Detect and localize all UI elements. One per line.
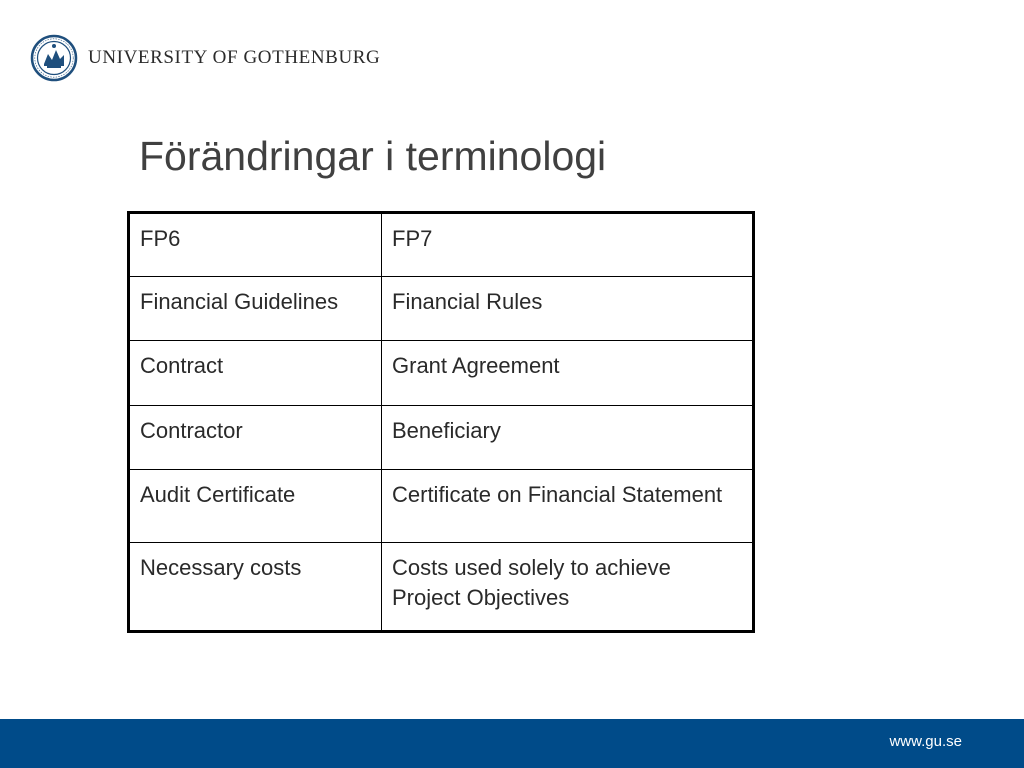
table-cell: Contract xyxy=(129,341,382,406)
university-header xyxy=(30,34,380,82)
slide-title: Förändringar i terminologi xyxy=(139,133,607,179)
table-row xyxy=(129,341,754,406)
table-row xyxy=(129,470,754,543)
table-cell: Contractor xyxy=(129,406,382,470)
table-row xyxy=(129,213,754,277)
table-cell: FP7 xyxy=(382,213,754,277)
table-cell: Costs used solely to achieve Project Objectives xyxy=(382,543,754,632)
table-cell: Grant Agreement xyxy=(382,341,754,406)
table-cell: Beneficiary xyxy=(382,406,754,470)
table-cell: Certificate on Financial Statement xyxy=(382,470,754,543)
table-cell: FP6 xyxy=(129,213,382,277)
footer-bar xyxy=(0,719,1024,768)
university-name: UNIVERSITY OF GOTHENBURG xyxy=(88,47,381,68)
table-cell: Financial Rules xyxy=(382,277,754,341)
table-row xyxy=(129,406,754,470)
table-cell: Necessary costs xyxy=(129,543,382,632)
table-row xyxy=(129,277,754,341)
website-link[interactable]: www.gu.se xyxy=(889,733,962,750)
university-seal-icon xyxy=(30,34,78,82)
terminology-table xyxy=(127,211,755,633)
table-cell: Audit Certificate xyxy=(129,470,382,543)
table-row xyxy=(129,543,754,632)
table-cell: Financial Guidelines xyxy=(129,277,382,341)
